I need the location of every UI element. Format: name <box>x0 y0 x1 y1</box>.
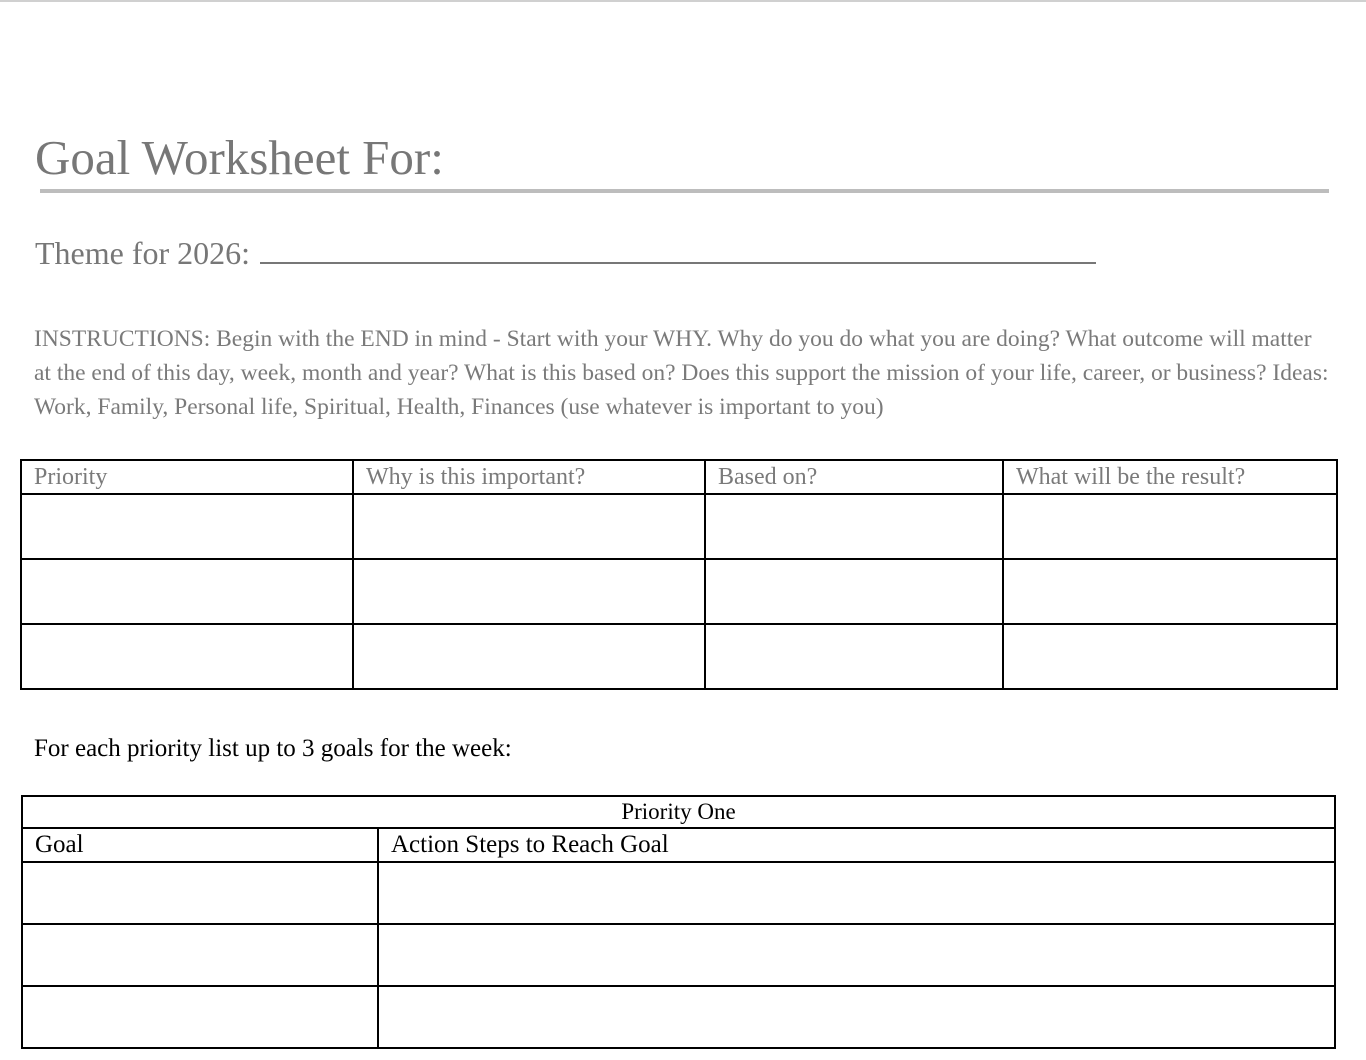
column-header-result: What will be the result? <box>1003 460 1337 494</box>
goal-table-caption: Priority One <box>22 796 1335 828</box>
instructions-paragraph: INSTRUCTIONS: Begin with the END in mind - Start with your WHY. Why do you do what you are doing? What outcome will matter at the end of this day, week, month and year? What is this based on? Does this support the mission of your life, career, or business? Ideas: Work, Family, Personal life, Spiritual, Health, Finances (use whatever is important to you) <box>34 326 1329 420</box>
goals-prompt: For each priority list up to 3 goals for the week: <box>34 735 512 762</box>
table-row <box>21 494 1337 559</box>
table-row <box>21 559 1337 624</box>
column-header-goal: Goal <box>22 828 378 862</box>
column-header-priority: Priority <box>21 460 353 494</box>
result-cell[interactable] <box>1003 624 1337 689</box>
goal-cell[interactable] <box>22 986 378 1048</box>
page-top-border <box>0 0 1366 2</box>
priority-cell[interactable] <box>21 559 353 624</box>
goal-table-priority-one <box>21 795 1336 1049</box>
goal-table-header-row <box>22 828 1335 862</box>
priority-cell[interactable] <box>21 494 353 559</box>
table-row <box>22 986 1335 1048</box>
table-row <box>22 924 1335 986</box>
theme-label: Theme for 2026: <box>35 235 251 271</box>
table-row <box>21 624 1337 689</box>
action-steps-cell[interactable] <box>378 862 1335 924</box>
table-row <box>22 862 1335 924</box>
column-header-why-important: Why is this important? <box>353 460 705 494</box>
based-on-cell[interactable] <box>705 494 1003 559</box>
priority-table <box>20 459 1338 690</box>
action-steps-cell[interactable] <box>378 924 1335 986</box>
action-steps-cell[interactable] <box>378 986 1335 1048</box>
theme-line <box>35 232 1096 274</box>
why-important-cell[interactable] <box>353 494 705 559</box>
based-on-cell[interactable] <box>705 559 1003 624</box>
priority-table-header-row <box>21 460 1337 494</box>
why-important-cell[interactable] <box>353 624 705 689</box>
worksheet-title: Goal Worksheet For: <box>35 130 444 185</box>
result-cell[interactable] <box>1003 494 1337 559</box>
goal-cell[interactable] <box>22 924 378 986</box>
why-important-cell[interactable] <box>353 559 705 624</box>
column-header-action-steps: Action Steps to Reach Goal <box>378 828 1335 862</box>
goal-cell[interactable] <box>22 862 378 924</box>
theme-blank-field[interactable] <box>260 234 1096 264</box>
priority-cell[interactable] <box>21 624 353 689</box>
result-cell[interactable] <box>1003 559 1337 624</box>
based-on-cell[interactable] <box>705 624 1003 689</box>
title-underline-rule <box>40 189 1329 193</box>
column-header-based-on: Based on? <box>705 460 1003 494</box>
goal-table-caption-row <box>22 796 1335 828</box>
